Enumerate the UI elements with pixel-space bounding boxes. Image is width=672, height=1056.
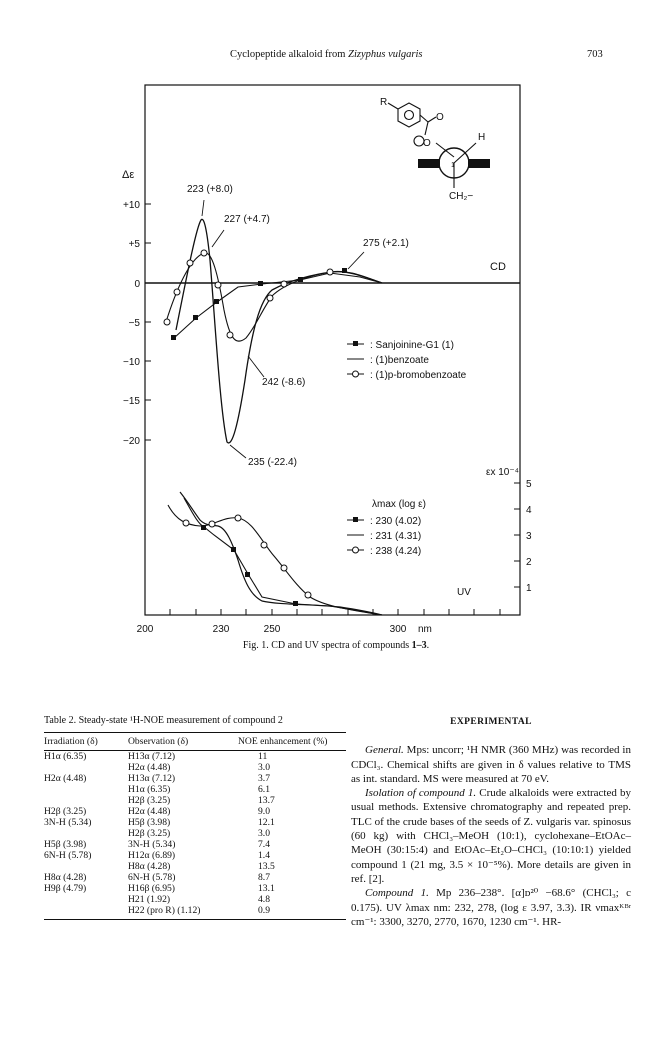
cd-legend-label: : Sanjoinine-G1 (1)	[370, 340, 454, 351]
irradiation-cell: H8α (4.28)	[44, 872, 87, 883]
irradiation-cell	[44, 861, 128, 872]
uv-y-tick-label: 4	[526, 505, 532, 516]
observation-cell: H2β (3.25)	[128, 795, 171, 806]
svg-text:1: 1	[451, 162, 455, 169]
observation-cell: H2β (3.25)	[128, 828, 171, 839]
irradiation-cell: 3N-H (5.34)	[44, 817, 92, 828]
table-header: Irradiation (δ)	[44, 733, 128, 751]
noe-enhancement-cell: 8.7	[258, 872, 270, 883]
observation-cell: H2α (4.48)	[128, 806, 171, 817]
x-tick-label: 230	[212, 624, 230, 635]
irradiation-cell	[44, 828, 128, 839]
uv-curve-benzoate	[180, 492, 382, 615]
table-row	[44, 883, 346, 894]
noe-enhancement-cell: 1.4	[258, 850, 270, 861]
table-row	[44, 839, 346, 850]
uv-curve-sanjoinine-g1	[184, 498, 382, 615]
cd-y-axis-label: Δε	[122, 169, 135, 181]
cd-y-tick-label: +10	[123, 200, 140, 211]
table-row	[44, 784, 346, 795]
observation-cell: H22 (pro R) (1.12)	[128, 905, 201, 916]
observation-cell: H21 (1.92)	[128, 894, 171, 905]
table-row	[44, 905, 346, 916]
cd-y-tick-label: −15	[123, 396, 140, 407]
uv-y-tick-label: 2	[526, 557, 532, 568]
x-tick-label: 200	[136, 624, 154, 635]
section-heading: EXPERIMENTAL	[450, 717, 532, 727]
table-row	[44, 762, 346, 773]
svg-text:CH₂−: CH₂−	[449, 191, 474, 202]
table-body	[44, 751, 346, 917]
cd-annotation: 275 (+2.1)	[363, 238, 409, 249]
noe-enhancement-cell: 13.5	[258, 861, 275, 872]
noe-table	[44, 733, 346, 916]
uv-legend-label: : 238 (4.24)	[370, 546, 422, 557]
uv-curve-p-bromobenzoate	[168, 505, 382, 615]
experimental-section	[351, 715, 631, 929]
table-row	[44, 773, 346, 784]
structure-bond-right	[468, 159, 490, 168]
cd-curve-p-bromobenzoate	[166, 253, 382, 341]
x-tick-label: 250	[263, 624, 281, 635]
x-tick-label: 300	[389, 624, 407, 635]
noe-enhancement-cell: 7.4	[258, 839, 270, 850]
cd-annotation: 227 (+4.7)	[224, 214, 270, 225]
structure-label-r: R	[380, 97, 388, 108]
uv-y-axis-label: εx 10⁻⁴	[486, 467, 519, 478]
noe-enhancement-cell: 13.7	[258, 795, 275, 806]
running-head-species: Zizyphus vulgaris	[348, 49, 423, 60]
newman-projection-structure	[380, 97, 485, 202]
x-axis-unit: nm	[418, 624, 432, 635]
observation-cell: 3N-H (5.34)	[128, 839, 176, 850]
cd-panel-label: CD	[490, 261, 506, 273]
figure-frame	[145, 85, 520, 615]
irradiation-cell	[44, 784, 128, 795]
noe-enhancement-cell: 12.1	[258, 817, 275, 828]
noe-enhancement-cell: 3.7	[258, 773, 270, 784]
observation-cell: H1α (6.35)	[128, 784, 171, 795]
observation-cell: H5β (3.98)	[128, 817, 171, 828]
observation-cell: 6N-H (5.78)	[128, 872, 176, 883]
table-row	[44, 751, 346, 763]
cd-y-tick-label: −5	[128, 318, 140, 329]
uv-y-tick-label: 5	[526, 479, 532, 490]
running-head	[0, 49, 672, 65]
cd-y-tick-label: −20	[123, 436, 140, 447]
uv-legend	[347, 499, 426, 557]
irradiation-cell	[44, 795, 128, 806]
cd-y-tick-label: +5	[128, 239, 140, 250]
svg-text:O: O	[423, 138, 431, 149]
noe-enhancement-cell: 13.1	[258, 883, 275, 894]
table-row	[44, 817, 346, 828]
cd-annotation: 242 (-8.6)	[262, 377, 306, 388]
observation-cell: H13α (7.12)	[128, 773, 176, 784]
observation-cell: H13α (7.12)	[128, 751, 176, 762]
noe-enhancement-cell: 11	[258, 751, 268, 762]
svg-text:O: O	[436, 112, 444, 123]
table-row	[44, 861, 346, 872]
paragraph-compound-1: Compound 1. Mp 236–238°. [α]ᴅ²⁰ −68.6° (CHCl₃; c 0.175). UV λmax nm: 232, 278, (log ε 3.97, 3.3). IR νmaxᴷᴮʳ cm⁻¹: 3300, 3270, 2770, 1670, 1230 cm⁻¹. HR-	[351, 887, 632, 928]
observation-cell: H8α (4.28)	[128, 861, 171, 872]
irradiation-cell	[44, 762, 128, 773]
cd-legend	[347, 340, 467, 381]
noe-table-block	[44, 715, 346, 920]
irradiation-cell: H5β (3.98)	[44, 839, 87, 850]
uv-legend-title: λmax (log ε)	[372, 499, 426, 510]
cd-annotation: 235 (-22.4)	[248, 457, 297, 468]
table-row	[44, 894, 346, 905]
uv-legend-label: : 231 (4.31)	[370, 531, 422, 542]
observation-cell: H12α (6.89)	[128, 850, 176, 861]
figure-caption: Fig. 1. CD and UV spectra of compounds 1–3.	[242, 640, 430, 651]
table-title: Table 2. Steady-state ¹H-NOE measurement of compound 2	[44, 715, 283, 726]
cd-legend-label: : (1)p-bromobenzoate	[370, 370, 467, 381]
uv-y-tick-label: 1	[526, 583, 532, 594]
irradiation-cell: H2β (3.25)	[44, 806, 87, 817]
svg-text:H: H	[478, 132, 486, 143]
table-header: NOE enhancement (%)	[238, 733, 346, 751]
paragraph-general: General. Mps: uncorr; ¹H NMR (360 MHz) was recorded in CDCl₃. Chemical shifts are given in δ values relative to TMS as int. standard. MS were measured at 70 eV.	[351, 744, 631, 785]
uv-panel-label: UV	[457, 587, 471, 598]
cd-y-tick-label: −10	[123, 357, 140, 368]
noe-enhancement-cell: 6.1	[258, 784, 270, 795]
irradiation-cell: H2α (4.48)	[44, 773, 87, 784]
cd-uv-figure	[100, 80, 540, 635]
irradiation-cell	[44, 905, 128, 916]
irradiation-cell: 6N-H (5.78)	[44, 850, 92, 861]
uv-y-tick-label: 3	[526, 531, 532, 542]
noe-enhancement-cell: 3.0	[258, 762, 270, 773]
irradiation-cell: H9β (4.79)	[44, 883, 87, 894]
observation-cell: H16β (6.95)	[128, 883, 175, 894]
noe-enhancement-cell: 3.0	[258, 828, 270, 839]
table-row	[44, 828, 346, 839]
table-row	[44, 850, 346, 861]
table-row	[44, 872, 346, 883]
irradiation-cell	[44, 894, 128, 905]
cd-annotation: 223 (+8.0)	[187, 184, 233, 195]
table-bottom-rule	[44, 919, 346, 920]
table-row	[44, 806, 346, 817]
table-header-row	[44, 733, 346, 751]
page-number: 703	[587, 49, 603, 60]
observation-cell: H2α (4.48)	[128, 762, 171, 773]
noe-enhancement-cell: 4.8	[258, 894, 270, 905]
cd-legend-label: : (1)benzoate	[370, 355, 429, 366]
table-header: Observation (δ)	[128, 733, 238, 751]
noe-enhancement-cell: 0.9	[258, 905, 270, 916]
irradiation-cell: H1α (6.35)	[44, 751, 87, 762]
cd-y-tick-label: 0	[134, 279, 140, 290]
structure-bond-left	[418, 159, 440, 168]
table-row	[44, 795, 346, 806]
running-head-title: Cyclopeptide alkaloid from Zizyphus vulgaris	[230, 49, 423, 60]
noe-enhancement-cell: 9.0	[258, 806, 270, 817]
cd-markers-bromobenzoate	[164, 250, 333, 338]
uv-legend-label: : 230 (4.02)	[370, 516, 422, 527]
paragraph-isolation: Isolation of compound 1. Crude alkaloids were extracted by usual methods. Extensive chromatography and repeated prep. TLC of the crude bases of the seeds of Z. vulgaris var. spinosus (60 kg) with CHCl₃–MeOH (10:1), cyclohexane–EtOAc–MeOH (30:15:4) and EtOAc–Et₂O–CHCl₃ (10:10:1) yielded compound 1 (21 mg, 3.5 × 10⁻⁵%). More details are given in ref. [2].	[351, 787, 631, 885]
cd-markers-sanjoinine	[171, 268, 347, 340]
